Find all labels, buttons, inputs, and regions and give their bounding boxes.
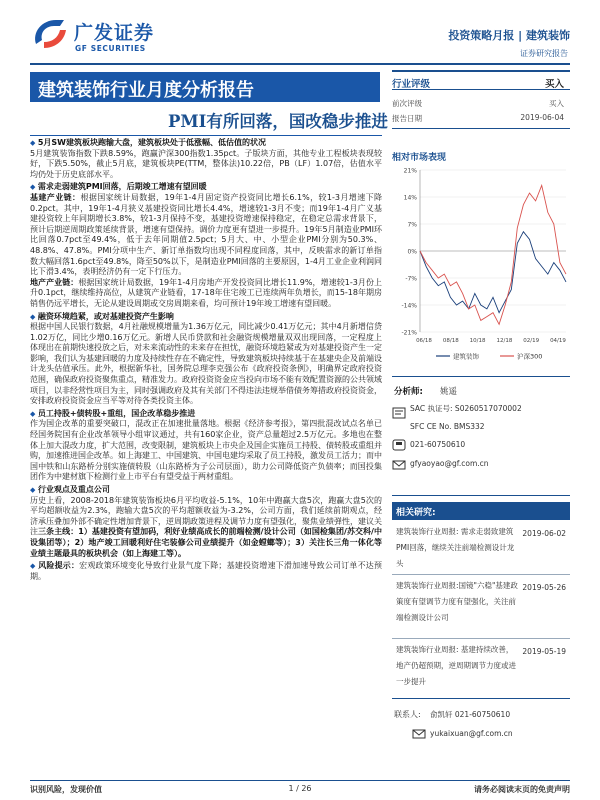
prev-rating-value: 买入 bbox=[549, 99, 564, 108]
company-logo bbox=[30, 14, 180, 58]
rating-row bbox=[392, 70, 570, 90]
related-title: 相关研究: bbox=[396, 508, 436, 518]
section-heading: ◆ 员工持股+债转股+重组，国企改革稳步推进 bbox=[30, 409, 382, 420]
x-tick-label: 02/19 bbox=[523, 338, 540, 344]
footer-divider bbox=[30, 780, 570, 781]
x-tick-label: 06/18 bbox=[416, 338, 432, 344]
date-value: 2019-06-04 bbox=[520, 113, 564, 122]
relative-performance-chart bbox=[392, 162, 570, 372]
paragraph: 作为国企改革的重要突破口，混改正在加速批量落地。根据《经济参考报》，第四批混改试点名单已经国务院国有企业改革领导小组审议通过，共有160家企业，资产总量超过2.5万亿元。多地也在整体上加大混改力度，扩大范围，改变限制，建筑板块上市央企及国企实施员工持股、债转股或重组并购，加速推进国企改革。如上海建工、中国建筑、中国电建均采取了员工持股，激发员工活力；而中国中铁和山东路桥分别实施债转股（山东路桥为子公司层面），助力公司降低资产负债率；而国投集团作为中建材旗下检测行业上市平台有望受益于两材重组。 bbox=[30, 419, 382, 482]
paragraph-text: 宏观政策环境变化导致行业景气度下降；基建投资增速下滑加速导致公司订单不达预期。 bbox=[30, 561, 382, 581]
y-tick-label: 14% bbox=[403, 194, 417, 202]
paragraph: 5月建筑装饰指数下跌8.59%，跑赢沪深300指数1.35pct。子版块方面，其他专业工程板块表现较好，下跌5.50%，截止5月底，建筑板块PE(TTM，整体法)10.22倍，PB（LF）1.07倍，估值水平均仍处于历史底部水平。 bbox=[30, 148, 382, 179]
analyst-label: 分析师: bbox=[394, 387, 423, 397]
analyst-email: gfyaoyao@gf.com.cn bbox=[410, 459, 489, 468]
report-body bbox=[30, 138, 382, 780]
section-heading: ◆ 行业观点及重点公司 bbox=[30, 485, 382, 496]
analyst-phone: 021-60750610 bbox=[410, 440, 466, 449]
rating-value: 买入 bbox=[544, 79, 564, 90]
related-item[interactable]: 建筑装饰行业周报:国镜"六稳"基建政策度有望调节力度有望强化，关注前端检测设计公司 bbox=[396, 581, 518, 622]
divider bbox=[392, 638, 570, 639]
page-number: 1 / 26 bbox=[288, 784, 312, 793]
y-tick-label: 0% bbox=[407, 248, 417, 256]
page-subtitle: PMI有所回落，国改稳步推进 bbox=[168, 112, 388, 131]
paragraph bbox=[30, 561, 382, 582]
logo-text-cn: 广发证券 bbox=[74, 22, 155, 44]
y-tick-label: 21% bbox=[403, 167, 417, 175]
section-heading: ◆ 5月SW建筑板块跑输大盘，建筑板块处于低涨幅、低估值的状况 bbox=[30, 138, 382, 149]
key-lines: 三条主线：1）基建投资有望加码，利好业绩高成长的前端检测/设计公司（如国检集团/苏交科/中设集团等）；2）地产竣工回暖利好住宅装修公司业绩提升（如金螳螂等）；3）关注长三角一体化等业绩主题最具的板块机会（如上海建工等）。 bbox=[30, 527, 382, 558]
section-heading: ◆ 融资环境趋紧，或对基建投资产生影响 bbox=[30, 312, 382, 323]
contact-name-phone bbox=[430, 709, 510, 720]
contact-block bbox=[392, 698, 570, 758]
contact-name: 俞凯轩 bbox=[430, 710, 453, 719]
series-line-index bbox=[420, 185, 566, 324]
contact-email: yukaixuan@gf.com.cn bbox=[430, 729, 513, 738]
title-banner bbox=[30, 72, 380, 102]
y-tick-label: 7% bbox=[407, 221, 417, 229]
y-tick-label: -14% bbox=[401, 302, 417, 310]
sac-cert: SAC 执证号: S0260517070002 bbox=[410, 404, 522, 413]
series-line-sector bbox=[420, 232, 566, 313]
email-icon bbox=[392, 459, 406, 471]
footer-disclaimer: 请务必阅读末页的免责声明 bbox=[474, 785, 570, 794]
contact-phone: 021-60750610 bbox=[454, 710, 511, 719]
section-heading: ◆ 需求走弱建筑PMI回落，后期竣工增速有望回暖 bbox=[30, 182, 382, 193]
y-tick-label: -21% bbox=[401, 329, 417, 337]
y-tick-label: -7% bbox=[405, 275, 417, 283]
page-title: 建筑装饰行业月度分析报告 bbox=[38, 80, 254, 101]
paragraph: 根据中国人民银行数据，4月社融规模增量为1.36万亿元，同比减少0.41万亿元；其中4月新增信贷1.02万亿，同比少增0.16万亿元。新增人民币贷款和社会融资规模增量双双出现回落，一定程度上体现出在前期快速投放之后，对未来流动性的未来存在担忧，融资环境趋紧或为对基建投资产生一定影响，我们认为基建回暖的力度及持续性存在不确定性，导致建筑板块持续基于在基建央企及前端设计龙头估值承压。此外，根据新华社，国务院总理李克强公布《政府投资条例》，明确界定政府投资范围，确保政府投资聚焦重点，精准发力。政府投资资金应当投向市场不能有效配置资源的公共领域项目，以非经营性项目为主，同时强调政府及其有关部门不得违法违规举借债务筹措政府投资资金，安排政府投资资金应当平等对待各类投资主体。 bbox=[30, 322, 382, 406]
logo-mark-icon bbox=[30, 14, 70, 54]
divider bbox=[392, 128, 570, 129]
header-divider bbox=[30, 63, 570, 65]
legend-label: 沪深300 bbox=[517, 352, 543, 361]
chart-title: 相对市场表现 bbox=[392, 153, 447, 163]
x-tick-label: 10/18 bbox=[469, 338, 486, 344]
related-research bbox=[392, 502, 570, 692]
analyst-block bbox=[392, 376, 570, 496]
keyword: 地产产业链： bbox=[30, 277, 79, 287]
email-icon bbox=[412, 728, 426, 740]
paragraph bbox=[30, 278, 382, 310]
related-header bbox=[392, 502, 570, 520]
logo-text-en: GF SECURITIES bbox=[75, 44, 146, 53]
report-subtype: 证券研究报告 bbox=[520, 49, 568, 58]
subtitle-divider bbox=[30, 135, 382, 136]
x-tick-label: 04/19 bbox=[550, 338, 566, 344]
x-tick-label: 08/18 bbox=[442, 338, 459, 344]
contact-label: 联系人: bbox=[394, 710, 421, 719]
analyst-name: 姚遥 bbox=[440, 387, 458, 397]
paragraph bbox=[30, 193, 382, 278]
related-item[interactable]: 建筑装饰行业周报: 需求走弱致建筑PMI回落，继续关注前端检测设计龙头 bbox=[396, 527, 515, 568]
related-date: 2019-06-02 bbox=[522, 529, 566, 538]
rating-label: 行业评级 bbox=[392, 79, 431, 90]
date-label: 报告日期 bbox=[392, 114, 422, 123]
certificate-icon bbox=[392, 407, 406, 419]
related-date: 2019-05-19 bbox=[522, 647, 566, 656]
divider bbox=[392, 574, 570, 575]
x-tick-label: 12/18 bbox=[496, 338, 513, 344]
paragraph-text: 根据国家统计局数据，19年1-4月房地产开发投资同比增长11.9%，增速较1-3月份上升0.1pct，继续维持高位，从建筑产业链看，17-18年住宅竣工已连续两年负增长，而15-18年期房销售仍远平增长，无论从建设周期或交房周期来看，均可预计19年竣工增速有望回暖。 bbox=[30, 277, 382, 308]
related-item[interactable]: 建筑装饰行业周报: 基建持续改善，地产仍超预期，逆周期调节力度或进一步提升 bbox=[396, 645, 516, 686]
paragraph-text: 根据国家统计局数据，19年1-4月固定资产投资同比增长6.1%，较1-3月增速下降0.2pct。其中，19年1-4月狭义基建投资同比增长4.4%，增速较1-3月不变；而19年1-4月广义基建投资较上年同期增长3.8%，较1-3月保持不变，基建投资增速保持稳定，在稳定总需求背景下，预计后期逆周期政策延续背景，增速有望保持。调价力度更有望进一步提升。19年5月制造业PMI环比回落0.7pct至49.4%，低于去年同期值2.5pct；5月大、中、小型企业PMI分别为50.3%、48.8%、47.8%。PMI分项中生产、新订单指数均出现不同程度回落，其中，反映需求的新订单指数大幅回落1.6pct至49.8%，降至50%以下，是制造业PMI回落的主要原因，1-4月工业企业利润同比下滑3.4%，表明经济仍有一定下行压力。 bbox=[30, 192, 382, 277]
prev-rating-label: 前次评级 bbox=[392, 99, 422, 108]
keyword: 基建产业链： bbox=[30, 192, 81, 202]
paragraph-text: 历史上看，2008-2018年建筑装饰板块6月平均收益-5.1%，10年中跑赢大盘5次，跑赢大盘5次的平均超额收益为2.3%，跑输大盘5次的平均超额收益为-3.2%，公司方面，我们延续前期观点，经济承压叠加外部不确定性增加背景下，逆周期政策进程及调节力度有望强化，聚焦业绩弹性，建议关注 bbox=[30, 495, 382, 537]
phone-icon bbox=[392, 439, 406, 451]
keyword: ◆ 风险提示： bbox=[30, 561, 79, 570]
sfc-number: SFC CE No. BMS332 bbox=[410, 422, 485, 431]
related-date: 2019-05-26 bbox=[522, 583, 566, 592]
footer-slogan: 识别风险，发现价值 bbox=[30, 785, 102, 794]
legend-label: 建筑装饰 bbox=[453, 352, 479, 361]
paragraph bbox=[30, 496, 382, 560]
report-type: 投资策略月报 | 建筑装饰 bbox=[448, 29, 570, 42]
